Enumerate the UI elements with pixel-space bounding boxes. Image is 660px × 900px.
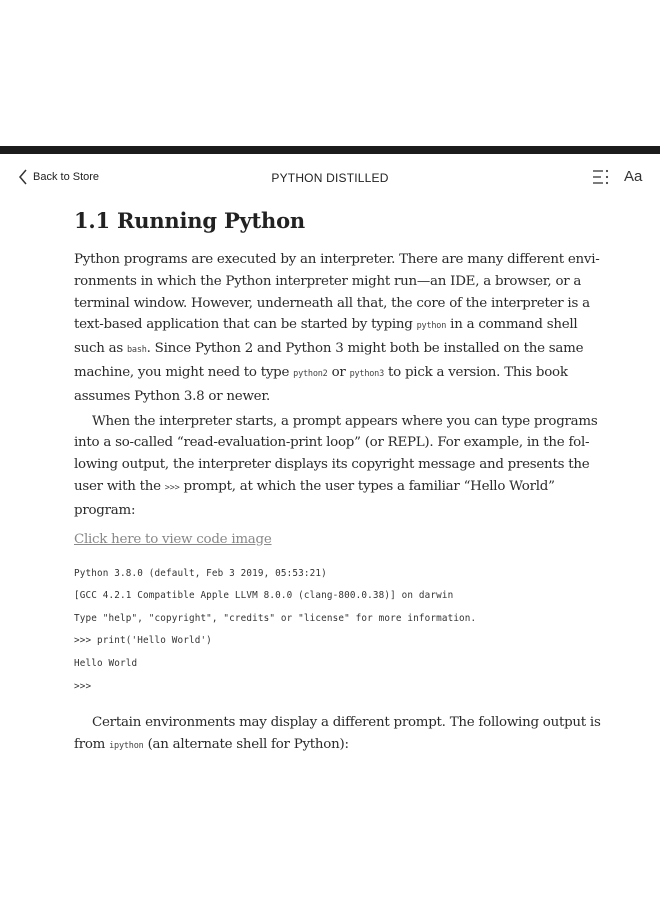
paragraph-intro bbox=[74, 249, 604, 408]
book-title: PYTHON DISTILLED bbox=[271, 171, 389, 185]
text-run: (an alternate shell for Python): bbox=[143, 736, 349, 752]
text-run: to pick a version. This book assumes Python 3.8 or newer. bbox=[74, 364, 568, 404]
header-divider-bar bbox=[0, 146, 660, 154]
text-run: Python programs are executed by an interpreter. There are many different envi-ronments in which the Python interpreter might run—an IDE, a browser, or a terminal window. However, underneath all that, the core of the interpreter is a text-based application that can be started by typing bbox=[74, 252, 600, 333]
inline-code-prompt: >>> bbox=[164, 482, 180, 493]
code-line: Type "help", "copyright", "credits" or "license" for more information. bbox=[74, 612, 477, 624]
code-line: Hello World bbox=[74, 657, 138, 669]
text-run: . Since Python 2 and Python 3 might both be installed on the same machine, you might need to type bbox=[74, 341, 584, 380]
code-block bbox=[74, 563, 604, 699]
code-line: Python 3.8.0 (default, Feb 3 2019, 05:53:21) bbox=[74, 567, 327, 579]
inline-code-bash: bash bbox=[127, 345, 147, 356]
code-line: >>> print('Hello World') bbox=[74, 635, 212, 647]
code-line: >>> bbox=[74, 680, 92, 692]
inline-code-ipython: ipython bbox=[109, 740, 144, 751]
reader-toolbar bbox=[0, 160, 660, 196]
text-run: Certain environments may display a different prompt. The following output is from bbox=[74, 715, 601, 752]
paragraph-ipython bbox=[74, 712, 604, 758]
text-run: in a command shell such as bbox=[74, 317, 578, 357]
view-code-image-link[interactable]: Click here to view code image bbox=[74, 531, 272, 547]
inline-code-python2: python2 bbox=[293, 368, 328, 379]
text-run: or bbox=[327, 364, 350, 380]
inline-code-python: python bbox=[416, 321, 447, 332]
text-run: When the interpreter starts, a prompt appears where you can type programs into a so-called “read-evaluation-print loop” (or REPL). For example, in the fol-lowing output, the interpreter displays its copyright message and presents the user with the bbox=[74, 413, 598, 494]
table-of-contents-icon[interactable] bbox=[592, 168, 610, 186]
text-run: prompt, at which the user types a familiar “Hello World” program: bbox=[74, 478, 555, 518]
back-to-store-label: Back to Store bbox=[33, 171, 100, 183]
inline-code-python3: python3 bbox=[349, 368, 385, 379]
font-settings-button[interactable]: Aa bbox=[624, 168, 643, 185]
top-blank-area bbox=[0, 0, 660, 146]
section-heading: 1.1 Running Python bbox=[74, 208, 305, 233]
paragraph-repl bbox=[74, 411, 604, 522]
code-line: [GCC 4.2.1 Compatible Apple LLVM 8.0.0 (clang-800.0.38)] on darwin bbox=[74, 590, 454, 602]
book-content bbox=[74, 208, 604, 758]
